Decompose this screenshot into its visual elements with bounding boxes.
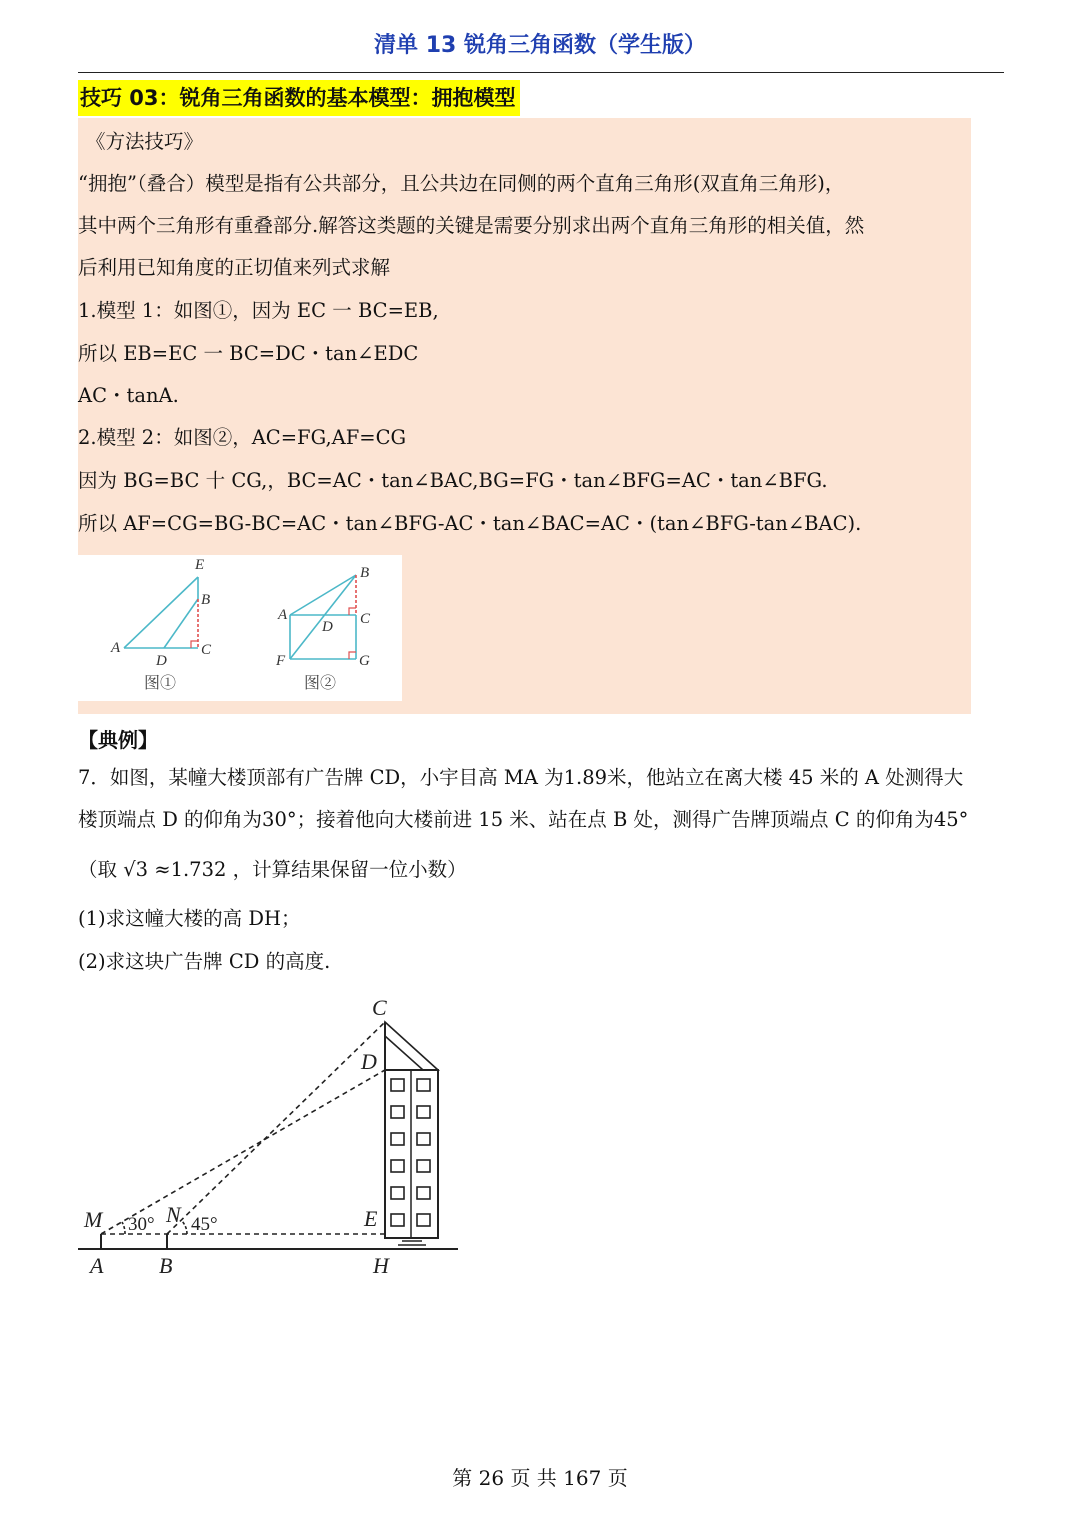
method-line-3: 后利用已知角度的正切值来列式求解 <box>78 256 391 279</box>
fig2-label-b: B <box>360 565 370 581</box>
label-d: D <box>361 1049 377 1074</box>
sight-line-md <box>101 1070 385 1234</box>
fig2-label-c: C <box>360 611 371 627</box>
page-title: 清单 13 锐角三角函数（学生版） <box>374 33 706 58</box>
fig1-label-e: E <box>195 557 205 573</box>
fig1-label-c: C <box>201 642 212 658</box>
fig2-label-f: F <box>276 653 286 669</box>
angle-label-45: 45° <box>191 1214 218 1235</box>
example-line-2: 楼顶端点 D 的仰角为30°；接着他向大楼前进 15 米、站在点 B 处，测得广告牌顶端点 C 的仰角为45° <box>78 808 969 831</box>
fig1-line-ae <box>124 577 198 648</box>
fig1-label-a: A <box>111 640 121 656</box>
fig2-label-g: G <box>359 653 370 669</box>
method-line-8: 因为 BG=BC 十 CG,，BC=AC・tan∠BAC,BG=FG・tan∠BFG=AC・tan∠BFG. <box>78 469 828 492</box>
label-a: A <box>90 1253 104 1278</box>
billboard <box>385 1022 438 1070</box>
angle-arc-30 <box>122 1222 125 1234</box>
method-line-5: 所以 EB=EC 一 BC=DC・tan∠EDC <box>78 342 419 365</box>
method-line-9: 所以 AF=CG=BG-BC=AC・tan∠BFG-AC・tan∠BAC=AC・(tan∠BFG-tan∠BAC). <box>78 512 862 535</box>
fig1-label-b: B <box>201 592 211 608</box>
fig2-caption: 图② <box>304 675 337 692</box>
fig2-right-angle-c <box>349 608 356 615</box>
label-m: M <box>84 1207 103 1232</box>
page-footer: 第 26 页 共 167 页 <box>452 1466 628 1490</box>
label-h: H <box>373 1253 389 1278</box>
method-line-1: “拥抱”（叠合）模型是指有公共部分，且公共边在同侧的两个直角三角形(双直角三角形)， <box>78 172 845 195</box>
fig1-label-d: D <box>156 653 167 669</box>
method-title: 《方法技巧》 <box>86 130 204 153</box>
fig1-right-angle <box>191 641 198 648</box>
angle-label-30: 30° <box>128 1214 155 1235</box>
method-line-2: 其中两个三角形有重叠部分.解答这类题的关键是需要分别求出两个直角三角形的相关值，然 <box>78 214 865 237</box>
fig1-caption: 图① <box>144 675 177 692</box>
figure-1 <box>124 577 198 648</box>
building-figure <box>70 990 470 1280</box>
label-b: B <box>159 1253 173 1278</box>
example-line-1: 7．如图，某幢大楼顶部有广告牌 CD，小宇目高 MA 为1.89米，他站立在离大楼 45 米的 A 处测得大 <box>78 766 964 789</box>
label-c: C <box>372 995 387 1020</box>
sight-line-nc <box>167 1022 385 1234</box>
method-line-4: 1.模型 1：如图①，因为 EC 一 BC=EB, <box>78 299 439 322</box>
question-2: (2)求这块广告牌 CD 的高度. <box>78 950 331 973</box>
fig2-label-a: A <box>278 607 288 623</box>
label-e: E <box>364 1206 378 1231</box>
label-n: N <box>166 1202 181 1227</box>
fig2-label-d: D <box>322 619 333 635</box>
angle-arc-45 <box>181 1220 187 1234</box>
model-figures <box>78 555 402 701</box>
question-1: (1)求这幢大楼的高 DH； <box>78 907 301 930</box>
example-line-3: （取 √3 ≈1.732 ，计算结果保留一位小数） <box>78 858 467 881</box>
method-line-7: 2.模型 2：如图②，AC=FG,AF=CG <box>78 426 407 449</box>
fig2-line-ab <box>290 575 356 615</box>
method-line-6: AC・tanA. <box>78 384 179 407</box>
fig2-line-fb <box>290 575 356 659</box>
example-heading: 【典例】 <box>78 728 158 752</box>
fig2-right-angle-g <box>349 652 356 659</box>
skill-heading: 技巧 03：锐角三角函数的基本模型：拥抱模型 <box>78 80 520 116</box>
header-divider <box>78 72 1004 73</box>
figure-2 <box>290 575 356 659</box>
